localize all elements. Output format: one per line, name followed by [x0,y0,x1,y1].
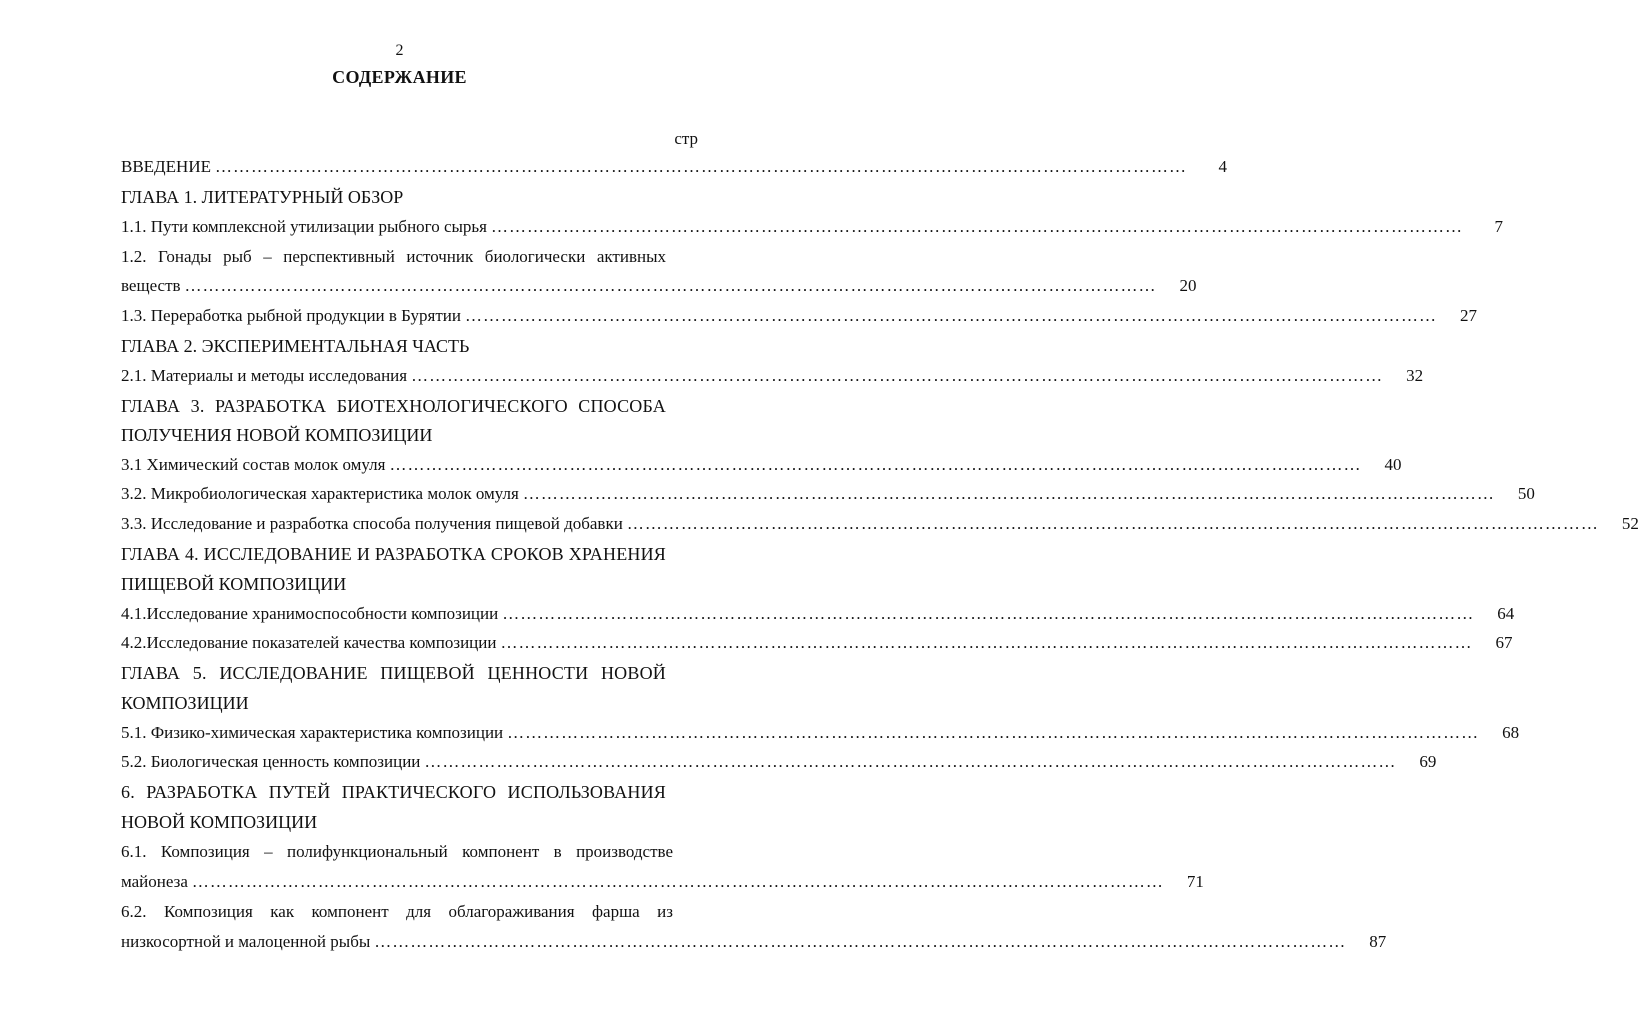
toc-entry-page: 68 [1502,723,1520,742]
dot-leader: ……………………………………………………………………………………………………………………………………………… [191,872,1164,891]
toc-entry-6-2-line2[interactable] [121,930,1387,954]
toc-chapter-4-line2[interactable]: ПИЩЕВОЙ КОМПОЗИЦИИ [121,574,347,594]
dot-leader: ……………………………………………………………………………………………………………………………………………… [500,633,1473,652]
toc-chapter-6-line2[interactable]: НОВОЙ КОМПОЗИЦИИ [121,812,318,832]
toc-entry-4-2[interactable] [121,631,1513,655]
dot-leader: ……………………………………………………………………………………………………………………………………………… [184,276,1157,295]
toc-entry-page: 4 [1218,157,1227,176]
toc-entry-6-2-line1[interactable]: 6.2. Композиция как компонент для облагораживания фарша из [121,902,673,921]
toc-entry-title: 5.1. Физико-химическая характеристика композиции [121,723,504,742]
dot-leader: ……………………………………………………………………………………………………………………………………………… [424,752,1397,771]
toc-entry-page: 52 [1621,514,1639,533]
toc-entry-title: 4.1.Исследование хранимоспособности композиции [121,604,499,623]
toc-chapter-1[interactable]: ГЛАВА 1. ЛИТЕРАТУРНЫЙ ОБЗОР [121,187,404,207]
dot-leader: ……………………………………………………………………………………………………………………………………………… [464,306,1437,325]
toc-entry-title: 3.1 Химический состав молок омуля [121,455,386,474]
toc-entry-3-1[interactable] [121,453,1402,477]
toc-entry-6-1-line2[interactable] [121,870,1204,894]
toc-entry-page: 87 [1369,932,1387,951]
dot-leader: ……………………………………………………………………………………………………………………………………………… [491,217,1464,236]
toc-entry-3-2[interactable] [121,482,1535,506]
dot-leader: ……………………………………………………………………………………………………………………………………………… [507,723,1480,742]
toc-entry-page: 64 [1497,604,1515,623]
dot-leader: ……………………………………………………………………………………………………………………………………………… [522,484,1495,503]
toc-entry-title: майонеза [121,872,188,891]
toc-entry-1-2-line1[interactable]: 1.2. Гонады рыб – перспективный источник биологически активных [121,247,666,266]
toc-chapter-3-line2[interactable]: ПОЛУЧЕНИЯ НОВОЙ КОМПОЗИЦИИ [121,425,433,445]
toc-entry-1-2-line2[interactable] [121,274,1197,298]
toc-entry-4-1[interactable] [121,602,1515,626]
dot-leader: ……………………………………………………………………………………………………………………………………………… [626,514,1599,533]
toc-entry-page: 40 [1384,455,1402,474]
toc-entry-2-1[interactable] [121,364,1424,388]
dot-leader: ……………………………………………………………………………………………………………………………………………… [389,455,1362,474]
toc-chapter-3-line1[interactable]: ГЛАВА 3. РАЗРАБОТКА БИОТЕХНОЛОГИЧЕСКОГО СПОСОБА [121,396,666,416]
page-title: СОДЕРЖАНИЕ [332,67,467,87]
dot-leader: ……………………………………………………………………………………………………………………………………………… [502,604,1475,623]
toc-entry-page: 69 [1419,752,1437,771]
toc-entry-title: низкосортной и малоценной рыбы [121,932,371,951]
toc-entry-title: 5.2. Биологическая ценность композиции [121,752,421,771]
toc-entry-page: 20 [1179,276,1197,295]
toc-entry-title: 3.2. Микробиологическая характеристика молок омуля [121,484,519,503]
toc-entry-title: 4.2.Исследование показателей качества композиции [121,633,497,652]
toc-entry-page: 7 [1494,217,1504,236]
toc-chapter-6-line1[interactable]: 6. РАЗРАБОТКА ПУТЕЙ ПРАКТИЧЕСКОГО ИСПОЛЬЗОВАНИЯ [121,782,666,802]
toc-entry-title: 3.3. Исследование и разработка способа получения пищевой добавки [121,514,623,533]
toc-entry-title: ВВЕДЕНИЕ [121,157,211,176]
toc-entry-6-1-line1[interactable]: 6.1. Композиция – полифункциональный компонент в производстве [121,842,673,861]
toc-entry-page: 32 [1406,366,1424,385]
dot-leader: ……………………………………………………………………………………………………………………………………………… [411,366,1384,385]
toc-entry-page: 27 [1459,306,1477,325]
toc-entry-1-3[interactable] [121,304,1477,328]
toc-chapter-5-line1[interactable]: ГЛАВА 5. ИССЛЕДОВАНИЕ ПИЩЕВОЙ ЦЕННОСТИ НОВОЙ [121,663,666,683]
toc-chapter-5-line2[interactable]: КОМПОЗИЦИИ [121,693,249,713]
dot-leader: ……………………………………………………………………………………………………………………………………………… [374,932,1347,951]
toc-entry-title: 2.1. Материалы и методы исследования [121,366,408,385]
toc-entry-page: 67 [1495,633,1513,652]
page-number: 2 [395,42,404,59]
toc-entry-title: веществ [121,276,181,295]
toc-entry-1-1[interactable] [121,215,1504,239]
pages-column-header: стр [674,129,698,148]
toc-chapter-2[interactable]: ГЛАВА 2. ЭКСПЕРИМЕНТАЛЬНАЯ ЧАСТЬ [121,336,470,356]
toc-entry-3-3[interactable] [121,512,1639,536]
toc-entry-page: 50 [1517,484,1535,503]
toc-entry-title: 1.1. Пути комплексной утилизации рыбного сырья [121,217,488,236]
toc-entry-intro[interactable] [121,155,1227,179]
dot-leader: ……………………………………………………………………………………………………………………………………………… [214,157,1187,176]
toc-entry-page: 71 [1186,872,1204,891]
toc-chapter-4-line1[interactable]: ГЛАВА 4. ИССЛЕДОВАНИЕ И РАЗРАБОТКА СРОКОВ ХРАНЕНИЯ [121,544,666,564]
toc-entry-5-2[interactable] [121,750,1437,774]
toc-entry-title: 1.3. Переработка рыбной продукции в Бурятии [121,306,461,325]
toc-entry-5-1[interactable] [121,721,1520,745]
